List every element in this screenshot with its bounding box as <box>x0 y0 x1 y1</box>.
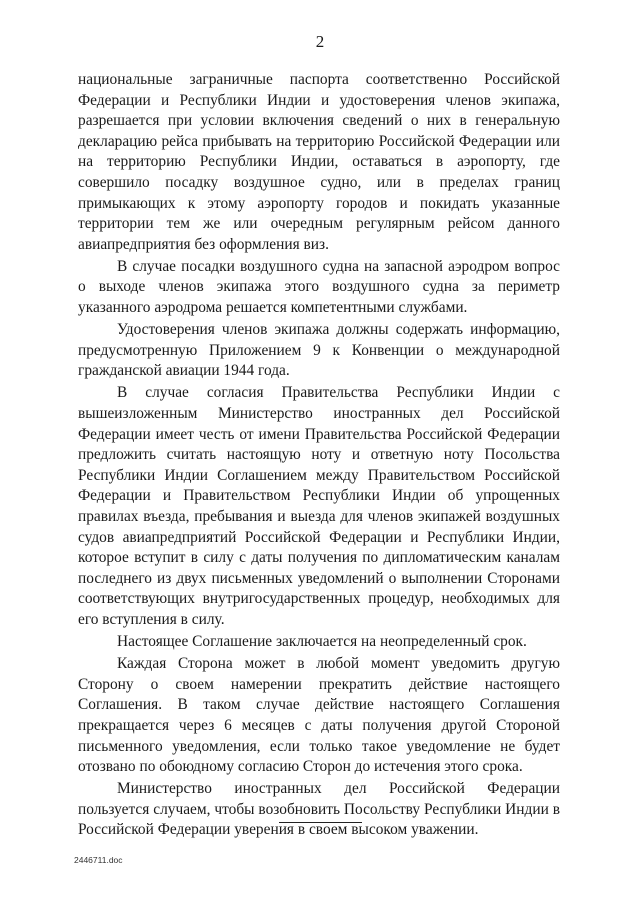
page-number: 2 <box>315 32 325 51</box>
paragraph-indefinite-term: Настоящее Соглашение заключается на неопределенный срок. <box>117 633 527 651</box>
paragraph-agreement-proposal: В случае согласия Правительства Республики Индии с вышеизложенным Министерство иностранных дел Российской Федерации имеет честь от имени Правительства Российской Федерации предложить считать настоящую ноту и ответную ноту Посольства Республики Индии Соглашением между Правительством Российской Федерации и Правительством Республики Индии об упрощенных правилах въезда, пребывания и выезда для членов экипажей воздушных судов авиапредприятий Российской Федерации и Республики Индии, которое вступит в силу с даты получения по дипломатическим каналам последнего из двух письменных уведомлений о выполнении Сторонами соответствующих внутригосударственных процедур, необходимых для его вступления в силу. <box>78 384 560 628</box>
paragraph-alternate-aerodrome: В случае посадки воздушного судна на запасной аэродром вопрос о выходе членов экипажа этого воздушного судна за периметр указанного аэродрома решается компетентными службами. <box>78 257 560 317</box>
document-file-name: 2446711.doc <box>74 855 123 865</box>
paragraph-closing-courtesy: Министерство иностранных дел Российской Федерации пользуется случаем, чтобы возобновить Посольству Республики Индии в Российской Федерации уверения в своем высоком уважении. <box>78 780 560 839</box>
paragraph-crew-certificates: Удостоверения членов экипажа должны содержать информацию, предусмотренную Приложением 9 к Конвенции о международной гражданской авиации 1944 года. <box>78 321 560 380</box>
document-body <box>78 70 560 842</box>
end-of-text-rule <box>279 822 362 823</box>
paragraph-termination: Каждая Сторона может в любой момент уведомить другую Сторону о своем намерении прекратить действие настоящего Соглашения. В таком случае действие настоящего Соглашения прекращается через 6 месяцев с даты получения другой Стороной письменного уведомления, если только такое уведомление не будет отозвано по обоюдному согласию Сторон до истечения этого срока. <box>78 655 560 776</box>
paragraph-visa-free-stay: национальные заграничные паспорта соответственно Российской Федерации и Республики Индии и удостоверения членов экипажа, разрешается при условии включения сведений о них в генеральную декларацию рейса прибывать на территорию Российской Федерации или на территорию Республики Индии, оставаться в аэропорту, где совершило посадку воздушное судно, или в пределах границ примыкающих к этому аэропорту городов и покидать указанные территории тем же или очередным регулярным рейсом данного авиапредприятия без оформления виз. <box>78 71 560 253</box>
